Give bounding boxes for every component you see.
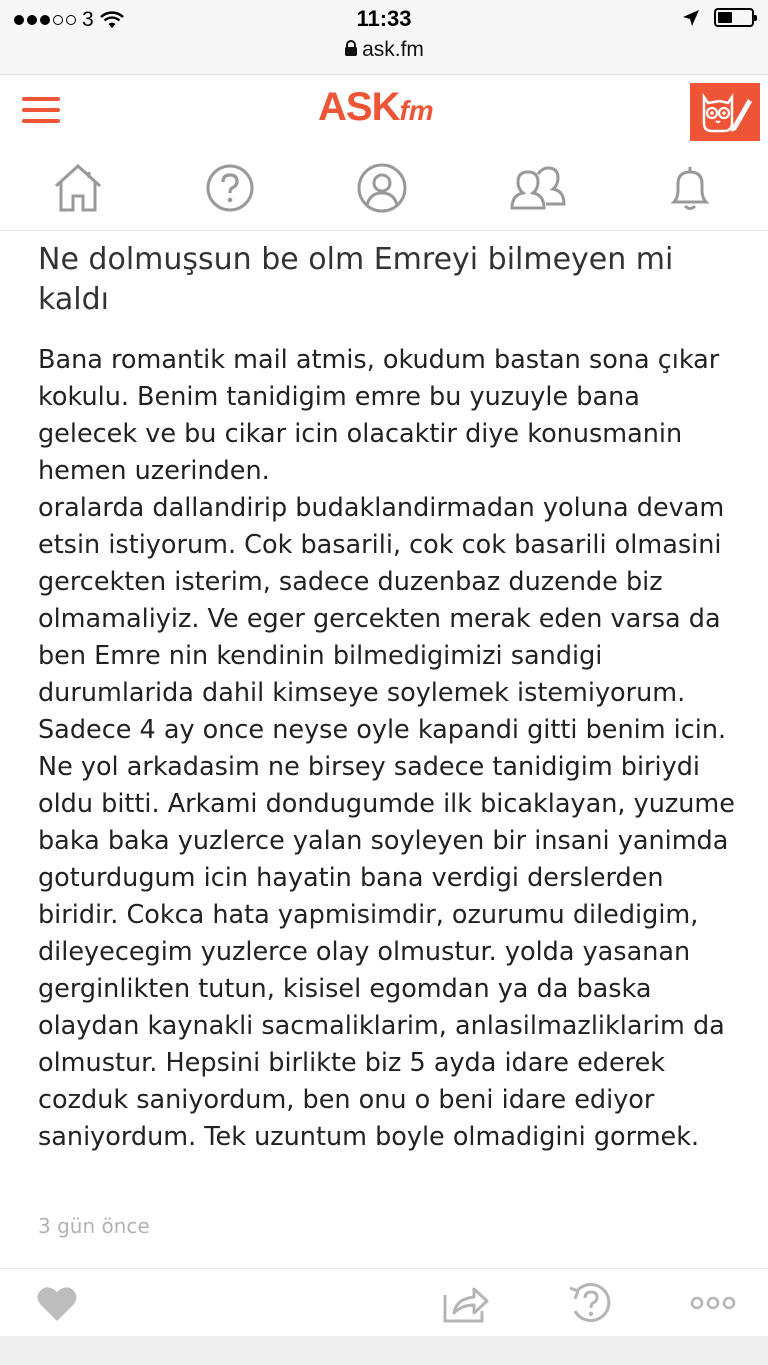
bell-icon (662, 162, 718, 214)
menu-hamburger-icon[interactable] (22, 97, 60, 127)
logo-fm-text: fm (399, 95, 434, 126)
url-text: ask.fm (362, 38, 424, 61)
nav-home[interactable] (50, 162, 106, 214)
more-dots-icon (690, 1281, 736, 1325)
post-actions (0, 1268, 768, 1337)
compose-button[interactable] (690, 83, 760, 141)
clock: 11:33 (356, 6, 412, 31)
url-bar[interactable] (0, 38, 768, 62)
heart-icon (36, 1281, 78, 1325)
nav-questions[interactable] (202, 162, 258, 214)
nav-profile[interactable] (354, 162, 410, 214)
location-arrow-icon (682, 9, 700, 27)
more-options-button[interactable] (690, 1281, 736, 1325)
refresh-question-icon (566, 1281, 614, 1325)
like-button[interactable] (36, 1281, 78, 1325)
ask-back-button[interactable] (566, 1281, 614, 1325)
nav-notifications[interactable] (662, 162, 718, 214)
owl-pencil-icon (690, 83, 760, 141)
battery-level (718, 12, 732, 23)
nav-friends[interactable] (508, 162, 564, 214)
home-icon (50, 162, 106, 214)
logo-ask-text: ASK (318, 85, 400, 129)
carrier-label: 3 (82, 8, 94, 31)
post-timestamp[interactable]: 3 gün önce (38, 1214, 150, 1238)
askfm-logo[interactable] (318, 85, 434, 130)
bottom-divider (0, 1336, 768, 1365)
battery-icon (714, 8, 754, 27)
question-text: Ne dolmuşsun be olm Emreyi bilmeyen mi kaldı (38, 242, 674, 317)
share-icon (442, 1281, 490, 1325)
share-button[interactable] (442, 1281, 490, 1325)
friends-icon (508, 162, 568, 214)
status-right (682, 8, 754, 27)
question-icon (202, 162, 258, 214)
answer-text: Bana romantik mail atmis, okudum bastan sona çıkar kokulu. Benim tanidigim emre bu yuzuyle bana gelecek ve bu cikar icin olacaktir diye konusmanin hemen uzerinden. oralarda dallandirip budaklandirmadan yoluna devam etsin istiyorum. Cok basarili, cok cok basarili olmasini gercekten isterim, sadece duzenbaz duzende biz olmamaliyiz. Ve eger gercekten merak eden varsa da ben Emre nin kendinin bilmedigimizi sandigi durumlarida dahil kimseye soylemek istemiyorum. Sadece 4 ay once neyse oyle kapandi gitti benim icin. Ne yol arkadasim ne birsey sadece tanidigim biriydi oldu bitti. Arkami dondugumde ilk bicaklayan, yuzume baka baka yuzlerce yalan soyleyen bir insani yanimda goturdugum icin hayatin bana verdigi derslerden biridir. Cokca hata yapmisimdir, ozurumu diledigim, dileyecegim yuzlerce olay olmustur. yolda yasanan gerginlikten tutun, kisisel egomdan ya da baska olaydan kaynakli sacmaliklarim, anlasilmazliklarim da olmustur. Hepsini birlikte biz 5 ayda idare ederek cozduk saniyordum, ben onu o beni idare ediyor saniyordum. Tek uzuntum boyle olmadigini gormek. (38, 345, 735, 1152)
lock-icon (344, 40, 358, 57)
profile-icon (354, 162, 410, 214)
status-bar (0, 0, 768, 75)
app-header (0, 75, 768, 150)
main-nav (0, 150, 768, 231)
